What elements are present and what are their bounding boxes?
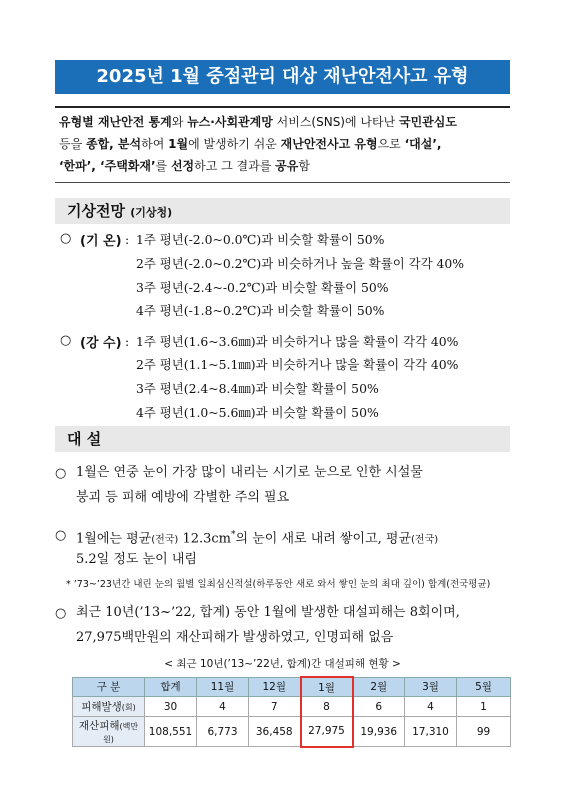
table-cell: 99 (457, 717, 511, 747)
table-cell: 7 (249, 697, 301, 717)
table-header: 1월 (301, 677, 353, 697)
table-cell: 19,936 (353, 717, 405, 747)
forecast-line: 4주 평년(1.0~5.6㎜)과 비슷할 확률이 50% (136, 405, 379, 420)
circle-bullet-icon: ○ (55, 466, 67, 481)
summary-text: 종합, 분석 (86, 137, 142, 151)
summary-box (55, 106, 510, 183)
summary-text: 서비스(SNS)에 나타난 (272, 115, 399, 129)
colon: : (125, 232, 130, 247)
table-header: 합계 (145, 677, 197, 697)
summary-text: 에 발생하기 쉬운 (188, 137, 281, 151)
table-cell: 4 (197, 697, 249, 717)
row-header (73, 697, 145, 717)
summary-text: 국민관심도 (399, 115, 457, 129)
table-cell: 8 (301, 697, 353, 717)
summary-text: 선정 (170, 159, 195, 173)
summary-text: 와 (171, 115, 188, 129)
table-cell: 4 (405, 697, 457, 717)
row-header (73, 717, 145, 747)
table-cell: 17,310 (405, 717, 457, 747)
section-heading-weather (55, 198, 510, 224)
row-unit: (백만원) (103, 722, 139, 744)
summary-text: 유형별 재난안전 통계 (59, 115, 172, 129)
row-unit: (회) (121, 703, 136, 712)
paragraph-line: 27,975백만원의 재산피해가 발생하였고, 인명피해 없음 (76, 630, 394, 645)
summary-text: ‘한파’, ‘주택화재’ (59, 159, 156, 173)
circle-bullet-icon: ○ (60, 333, 72, 348)
footnote: * ’73~’23년간 내린 눈의 월별 일최심신적설(하루동안 새로 와서 쌓인 눈의 최대 깊이) 합계(전국평균) (66, 579, 491, 590)
table-cell: 30 (145, 697, 197, 717)
table-header-row (73, 677, 511, 697)
text: (전국) (411, 534, 439, 546)
summary-text: 하여 (141, 137, 169, 151)
section-source: (기상청) (130, 206, 173, 219)
table-cell: 108,551 (145, 717, 197, 747)
forecast-line: 1주 평년(1.6~3.6㎜)과 비슷하거나 많을 확률이 각각 40% (136, 334, 459, 349)
summary-text: ‘대설’, (404, 137, 442, 151)
text: 12.3cm (178, 531, 232, 547)
table-cell: 27,975 (301, 717, 353, 747)
table-header: 3월 (405, 677, 457, 697)
summary-text: 1월 (168, 137, 189, 151)
text: (전국) (151, 534, 179, 546)
summary-text: 으로 (377, 137, 405, 151)
paragraph-line: 붕괴 등 피해 예방에 각별한 주의 필요 (76, 490, 290, 505)
circle-bullet-icon: ○ (55, 528, 67, 543)
circle-bullet-icon: ○ (60, 231, 72, 246)
summary-text: 를 (155, 159, 171, 173)
summary-text: 등을 (59, 137, 86, 151)
forecast-line: 4주 평년(-1.8~0.2℃)과 비슷할 확률이 50% (136, 303, 385, 318)
table-header: 11월 (197, 677, 249, 697)
table-header: 5월 (457, 677, 511, 697)
table-header: 구 분 (73, 677, 145, 697)
table-cell: 36,458 (249, 717, 301, 747)
colon: : (125, 334, 130, 349)
table-cell: 6 (353, 697, 405, 717)
row-label: 재산피해 (78, 720, 120, 732)
forecast-line: 3주 평년(-2.4~-0.2℃)과 비슷할 확률이 50% (136, 280, 389, 295)
temperature-label: (기 온) (80, 234, 122, 249)
paragraph-line: 5.2일 정도 눈이 내림 (76, 552, 197, 567)
circle-bullet-icon: ○ (55, 606, 67, 621)
table-header: 2월 (353, 677, 405, 697)
paragraph-line: 최근 10년(’13~’22, 합계) 동안 1월에 발생한 대설피해는 8회이며, (76, 605, 460, 620)
row-label: 피해발생 (81, 701, 122, 713)
page-title: 2025년 1월 중점관리 대상 재난안전사고 유형 (55, 60, 510, 94)
footnote-mark: * (231, 530, 236, 540)
text: 의 눈이 새로 내려 쌓이고, 평균 (235, 531, 412, 547)
paragraph-line: 1월은 연중 눈이 가장 많이 내리는 시기로 눈으로 인한 시설물 (76, 465, 423, 480)
forecast-line: 2주 평년(-2.0~0.2℃)과 비슷하거나 높을 확률이 각각 40% (136, 256, 465, 271)
snow-damage-table (72, 676, 511, 748)
forecast-line: 1주 평년(-2.0~0.0℃)과 비슷할 확률이 50% (136, 232, 385, 247)
forecast-line: 2주 평년(1.1~5.1㎜)과 비슷하거나 많을 확률이 각각 40% (136, 357, 459, 372)
table-row (73, 697, 511, 717)
summary-text: 하고 그 결과를 (194, 159, 276, 173)
forecast-line: 3주 평년(2.4~8.4㎜)과 비슷할 확률이 50% (136, 381, 379, 396)
summary-text: 뉴스·사회관계망 (187, 115, 273, 129)
table-caption: < 최근 10년(’13~’22년, 합계)간 대설피해 현황 > (164, 658, 401, 670)
text: 1월에는 평균 (76, 531, 152, 547)
summary-text: 공유 (275, 159, 299, 173)
summary-text: 재난안전사고 유형 (280, 137, 378, 151)
table-cell: 6,773 (197, 717, 249, 747)
section-heading-snow: 대 설 (55, 426, 510, 452)
section-title: 기상전망 (67, 202, 125, 220)
summary-text: 함 (298, 159, 310, 173)
table-cell: 1 (457, 697, 511, 717)
table-row (73, 717, 511, 747)
precipitation-label: (강 수) (80, 336, 122, 351)
table-header: 12월 (249, 677, 301, 697)
